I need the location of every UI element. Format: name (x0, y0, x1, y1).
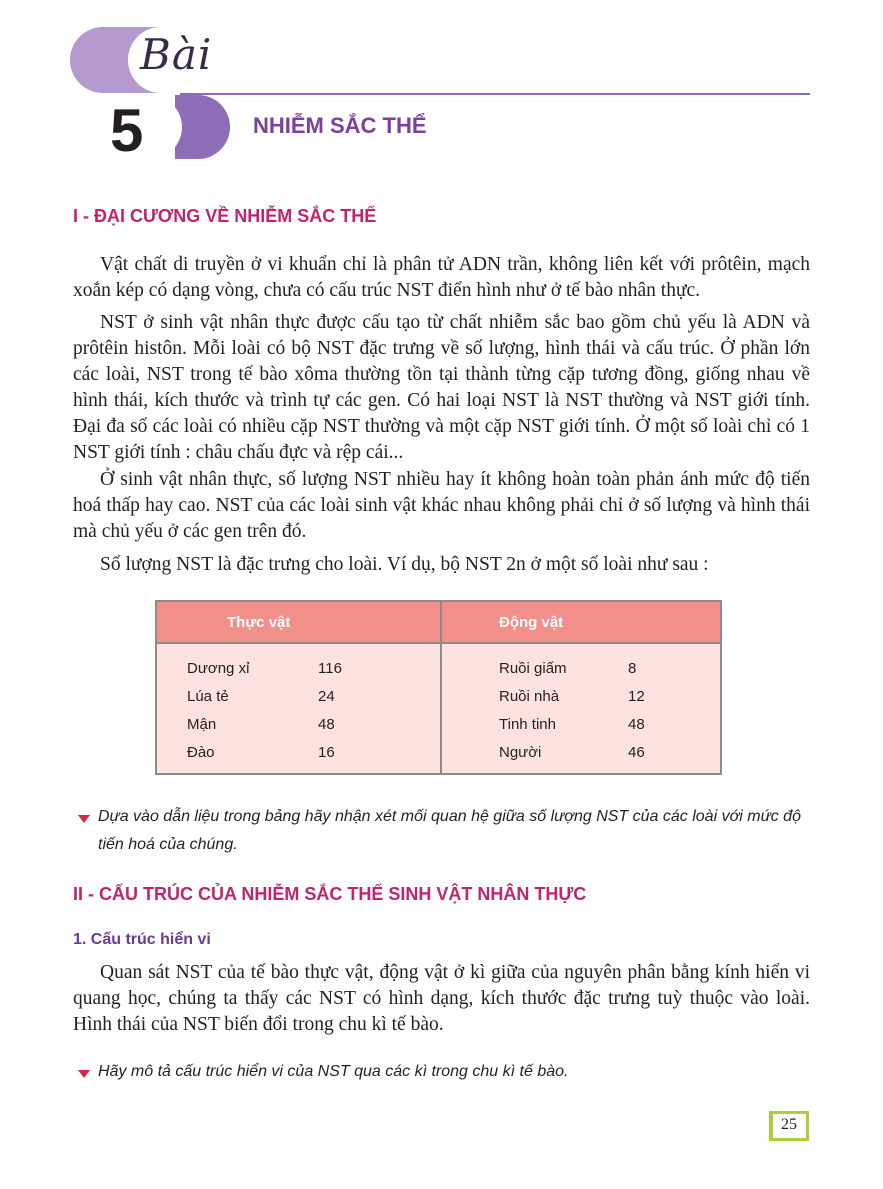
question-2: Hãy mô tả cấu trúc hiển vi của NST qua các kì trong chu kì tế bào. (98, 1063, 569, 1080)
animal-name: Ruồi giấm (499, 660, 567, 677)
animal-value: 46 (628, 744, 645, 761)
question-arrow-icon (78, 815, 90, 823)
question-1: Dựa vào dẫn liệu trong bảng hãy nhận xét mối quan hệ giữa số lượng NST của các loài với mức độ tiến hoá của chúng. (98, 808, 801, 853)
lesson-label: Bài (140, 30, 213, 79)
animal-value: 12 (628, 688, 645, 705)
section-1-title: I - ĐẠI CƯƠNG VỀ NHIỄM SẮC THỂ (73, 206, 377, 226)
page-number: 25 (781, 1116, 797, 1133)
chromosome-count-table (155, 600, 722, 775)
table-header-animals: Động vật (499, 614, 564, 631)
plant-value: 116 (318, 660, 342, 677)
paragraph-4: Số lượng NST là đặc trưng cho loài. Ví dụ, bộ NST 2n ở một số loài như sau : (100, 554, 709, 575)
plant-value: 16 (318, 744, 335, 761)
plant-value: 24 (318, 688, 335, 705)
paragraph-5: Quan sát NST của tế bào thực vật, động vật ở kì giữa của nguyên phân bằng kính hiển vi quang học, chúng ta thấy các NST có hình dạng, kích thước đặc trưng tuỳ thuộc vào loài. Hình thái của NST biến đổi trong chu kì tế bào. (73, 962, 810, 1035)
plant-name: Đào (187, 744, 215, 761)
animal-name: Người (499, 744, 542, 761)
animal-name: Tinh tinh (499, 716, 556, 733)
table-column-divider (440, 602, 442, 773)
question-arrow-icon (78, 1070, 90, 1078)
animal-value: 8 (628, 660, 637, 677)
paragraph-3: Ở sinh vật nhân thực, số lượng NST nhiều hay ít không hoàn toàn phản ánh mức độ tiến hoá thấp hay cao. NST của các loài sinh vật khác nhau không phải chỉ ở số lượng và hình thái mà chủ yếu ở các gen trên đó. (73, 469, 810, 542)
plant-name: Lúa tẻ (187, 688, 229, 705)
lesson-title: NHIỄM SẮC THỂ (253, 113, 427, 138)
header-rule (180, 93, 810, 95)
paragraph-2: NST ở sinh vật nhân thực được cấu tạo từ chất nhiễm sắc bao gồm chủ yếu là ADN và prôtêin histôn. Mỗi loài có bộ NST đặc trưng về số lượng, hình thái và cấu trúc. Ở phần lớn các loài, NST trong tế bào xôma thường tồn tại thành từng cặp tương đồng, giống nhau về hình thái, kích thước và trình tự các gen. Có hai loại NST là NST thường và NST giới tính. Đại đa số các loài có nhiều cặp NST thường và một cặp NST giới tính. Ở một số loài chỉ có 1 NST giới tính : châu chấu đực và rệp cái... (73, 312, 810, 463)
lesson-number: 5 (110, 97, 144, 164)
paragraph-1: Vật chất di truyền ở vi khuẩn chỉ là phân tử ADN trần, không liên kết với prôtêin, mạch xoắn kép có dạng vòng, chưa có cấu trúc NST điển hình như ở tế bào nhân thực. (73, 254, 810, 301)
plant-name: Mận (187, 716, 217, 733)
plant-value: 48 (318, 716, 335, 733)
subsection-1-title: 1. Cấu trúc hiển vi (73, 931, 211, 948)
table-header-plants: Thực vật (227, 614, 291, 631)
animal-value: 48 (628, 716, 645, 733)
plant-name: Dương xỉ (187, 660, 250, 677)
animal-name: Ruồi nhà (499, 688, 560, 705)
lesson-number-tab (175, 95, 230, 159)
section-2-title: II - CẤU TRÚC CỦA NHIỄM SẮC THỂ SINH VẬT NHÂN THỰC (73, 884, 587, 904)
